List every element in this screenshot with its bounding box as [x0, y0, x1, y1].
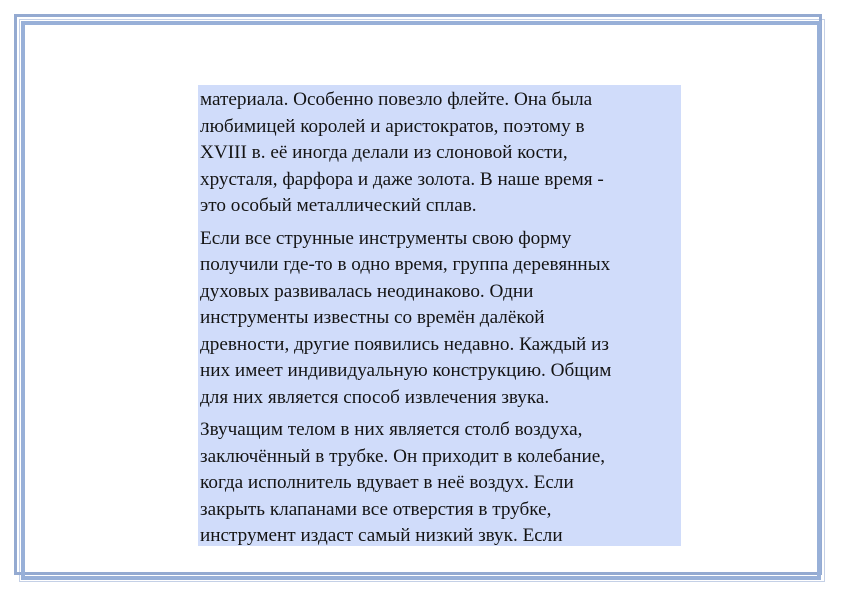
text-line: заключённый в трубке. Он приходит в колебание,	[200, 445, 606, 467]
text-line: любимицей королей и аристократов, поэтому в	[200, 115, 585, 137]
paragraph-2	[200, 226, 679, 412]
text-line: это особый металлический сплав.	[200, 195, 477, 216]
text-line: когда исполнитель вдувает в неё воздух. Если	[200, 472, 574, 493]
text-line: инструменты известны со времён далёкой	[200, 307, 545, 328]
text-line: инструмент издаст самый низкий звук. Если	[200, 525, 563, 546]
text-line: материала. Особенно повезло флейте. Она была	[200, 89, 593, 110]
paragraph-1	[200, 87, 679, 220]
text-line: для них является способ извлечения звука.	[200, 386, 550, 408]
text-line: древности, другие появились недавно. Каждый из	[200, 333, 609, 355]
text-line: Звучащим телом в них является столб воздуха,	[200, 419, 583, 440]
text-line: получили где-то в одно время, группа деревянных	[200, 254, 611, 275]
text-line: Если все струнные инструменты свою форму	[200, 227, 572, 249]
text-line: XVIII в. её иногда делали из слоновой кости,	[200, 142, 568, 163]
text-line: духовых развивалась неодинаково. Одни	[200, 280, 534, 302]
text-line: них имеет индивидуальную конструкцию. Общим	[200, 360, 612, 381]
text-line: закрыть клапанами все отверстия в трубке,	[200, 498, 552, 520]
text-block	[198, 85, 681, 546]
text-line: хрусталя, фарфора и даже золота. В наше время -	[200, 168, 604, 190]
paragraph-3	[200, 417, 679, 550]
